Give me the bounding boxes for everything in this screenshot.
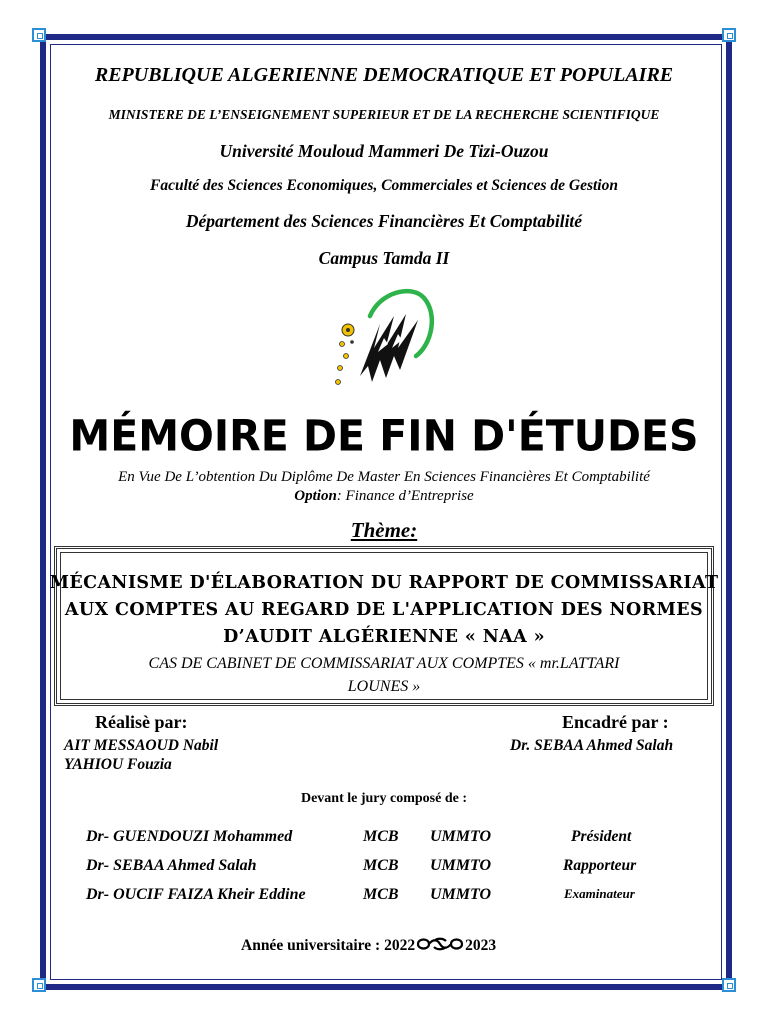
theme-line-2: AUX COMPTES AU REGARD DE L'APPLICATION DES NORMES [64,600,704,620]
authors-label: Réalisè par: [95,712,188,732]
faculty-name: Faculté des Sciences Economiques, Commerciales et Sciences de Gestion [150,177,618,194]
option-line [0,488,768,505]
theme-line-3: D’AUDIT ALGÉRIENNE « NAA » [223,627,545,647]
jury-heading: Devant le jury composé de : [300,791,468,806]
campus-name: Campus Tamda II [318,248,450,268]
jury-member-3-role: Examinateur [564,886,635,901]
jury-member-1-name: Dr- GUENDOUZI Mohammed [86,828,293,845]
case-line-1: CAS DE CABINET DE COMMISSARIAT AUX COMPTES « mr.LATTARI [148,655,620,672]
jury-member-2-grade: MCB [363,857,399,874]
thesis-title: MÉMOIRE DE FIN D'ÉTUDES [69,410,699,462]
university-logo [328,286,438,394]
theme-label: Thème: [350,518,418,542]
corner-ornament-top-left [32,28,46,42]
academic-year [241,937,496,955]
corner-ornament-bottom-right [722,978,736,992]
degree-subtitle: En Vue De L’obtention Du Diplôme De Master En Sciences Financières Et Comptabilité [118,469,650,485]
year-separator-ornament [415,937,465,951]
jury-member-1-role: Président [571,828,632,845]
jury-member-3-institution: UMMTO [430,886,492,903]
jury-member-3-grade: MCB [363,886,399,903]
jury-member-2-institution: UMMTO [430,857,492,874]
department-name: Département des Sciences Financières Et Comptabilité [185,211,583,231]
option-label: Option [294,488,337,504]
theme-line-1: MÉCANISME D'ÉLABORATION DU RAPPORT DE COMMISSARIAT [49,573,719,593]
republic-heading: REPUBLIQUE ALGERIENNE DEMOCRATIQUE ET POPULAIRE [94,64,674,86]
academic-year-end: 2023 [465,937,497,954]
university-name: Université Mouloud Mammeri De Tizi-Ouzou [219,141,549,161]
author-name-1: AIT MESSAOUD Nabil [64,737,219,754]
ministry-heading: MINISTERE DE L’ENSEIGNEMENT SUPERIEUR ET DE LA RECHERCHE SCIENTIFIQUE [108,107,660,122]
jury-member-1-institution: UMMTO [430,828,492,845]
corner-ornament-bottom-left [32,978,46,992]
jury-member-2-role: Rapporteur [563,857,637,874]
author-name-2: YAHIOU Fouzia [64,756,172,773]
jury-member-3-name: Dr- OUCIF FAIZA Kheir Eddine [86,886,306,903]
case-line-2: LOUNES » [347,678,421,695]
supervisor-label: Encadré par : [562,712,669,732]
jury-member-1-grade: MCB [363,828,399,845]
jury-member-2-name: Dr- SEBAA Ahmed Salah [86,857,257,874]
supervisor-name: Dr. SEBAA Ahmed Salah [510,737,674,754]
corner-ornament-top-right [722,28,736,42]
option-value: : Finance d’Entreprise [336,488,474,504]
academic-year-label: Année universitaire : 2022 [241,937,416,954]
